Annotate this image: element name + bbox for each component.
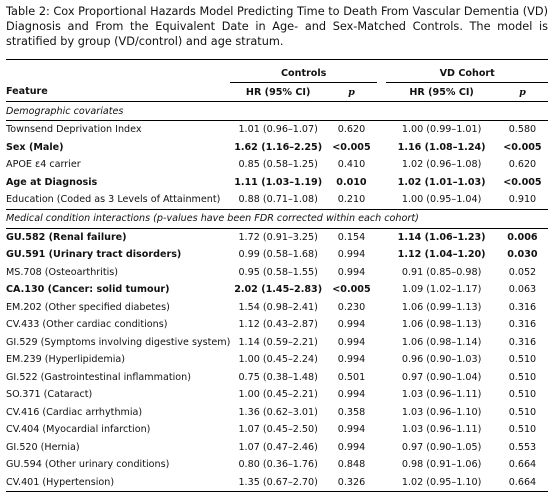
cell-hr-vd: 1.02 (0.96–1.08)	[386, 156, 496, 174]
table-caption: Table 2: Cox Proportional Hazards Model Predicting Time to Death From Vascular Dementia (VD) Diagnosis and From the Equivalent Date in Age- and Sex-Matched Controls. The model is stratified by group (VD/control) and age stratum.	[6, 4, 548, 49]
cell-hr-controls: 1.07 (0.45–2.50)	[230, 421, 325, 439]
cell-hr-controls: 1.12 (0.43–2.87)	[230, 316, 325, 334]
cell-hr-vd: 1.06 (0.98–1.14)	[386, 334, 496, 352]
cell-feature: GU.591 (Urinary tract disorders)	[6, 246, 230, 264]
results-table	[6, 59, 548, 496]
cell-p-vd: 0.316	[497, 316, 548, 334]
cell-p-controls: 0.994	[326, 351, 377, 369]
table-row	[6, 316, 548, 334]
group-vd-header: VD Cohort	[386, 64, 548, 83]
cell-feature: CV.433 (Other cardiac conditions)	[6, 316, 230, 334]
cell-p-controls: 0.230	[326, 299, 377, 317]
cell-hr-controls: 1.14 (0.59–2.21)	[230, 334, 325, 352]
cell-feature: APOE ε4 carrier	[6, 156, 230, 174]
cell-feature: GI.522 (Gastrointestinal inflammation)	[6, 369, 230, 387]
cell-hr-controls: 1.00 (0.45–2.21)	[230, 386, 325, 404]
cell-hr-controls: 2.02 (1.45–2.83)	[230, 281, 325, 299]
cell-feature: GI.529 (Symptoms involving digestive system)	[6, 334, 230, 352]
table-row	[6, 139, 548, 157]
cell-hr-vd: 1.06 (0.99–1.13)	[386, 299, 496, 317]
cell-p-vd: 0.664	[497, 474, 548, 492]
cell-hr-controls: 0.80 (0.36–1.76)	[230, 456, 325, 474]
cell-p-controls: 0.010	[326, 174, 377, 192]
cell-p-controls: 0.994	[326, 264, 377, 282]
table-row	[6, 369, 548, 387]
cell-p-controls: 0.994	[326, 316, 377, 334]
cell-hr-controls: 0.75 (0.38–1.48)	[230, 369, 325, 387]
cell-p-controls: 0.994	[326, 439, 377, 457]
cell-feature: GI.520 (Hernia)	[6, 439, 230, 457]
cell-p-vd: 0.030	[497, 246, 548, 264]
cell-hr-vd: 0.91 (0.85–0.98)	[386, 264, 496, 282]
table-row	[6, 191, 548, 209]
bottom-rule	[6, 492, 548, 496]
cell-hr-controls: 1.11 (1.03–1.19)	[230, 174, 325, 192]
cell-p-controls: 0.358	[326, 404, 377, 422]
cell-p-controls: <0.005	[326, 281, 377, 299]
cell-feature: Sex (Male)	[6, 139, 230, 157]
cell-feature: CA.130 (Cancer: solid tumour)	[6, 281, 230, 299]
table-row	[6, 174, 548, 192]
col-feature-header: Feature	[6, 83, 230, 102]
cell-hr-vd: 1.09 (1.02–1.17)	[386, 281, 496, 299]
cell-p-vd: 0.510	[497, 386, 548, 404]
cell-hr-controls: 0.88 (0.71–1.08)	[230, 191, 325, 209]
cell-hr-controls: 0.99 (0.58–1.68)	[230, 246, 325, 264]
cell-hr-vd: 1.14 (1.06–1.23)	[386, 228, 496, 246]
cell-p-vd: 0.052	[497, 264, 548, 282]
cell-hr-vd: 0.97 (0.90–1.04)	[386, 369, 496, 387]
table-row	[6, 474, 548, 492]
cell-hr-vd: 1.03 (0.96–1.11)	[386, 421, 496, 439]
cell-hr-vd: 1.16 (1.08–1.24)	[386, 139, 496, 157]
cell-hr-controls: 1.07 (0.47–2.46)	[230, 439, 325, 457]
cell-hr-vd: 1.12 (1.04–1.20)	[386, 246, 496, 264]
cell-p-controls: 0.994	[326, 246, 377, 264]
table-row	[6, 264, 548, 282]
section-demographic	[6, 102, 548, 121]
cell-feature: SO.371 (Cataract)	[6, 386, 230, 404]
cell-feature: EM.239 (Hyperlipidemia)	[6, 351, 230, 369]
cell-hr-controls: 1.01 (0.96–1.07)	[230, 121, 325, 139]
section-medical	[6, 209, 548, 228]
cell-p-vd: 0.510	[497, 421, 548, 439]
cell-p-controls: 0.620	[326, 121, 377, 139]
cell-p-controls: 0.994	[326, 386, 377, 404]
cell-feature: GU.594 (Other urinary conditions)	[6, 456, 230, 474]
section-medical-label: Medical condition interactions (p-values have been FDR corrected within each cohort)	[6, 209, 548, 228]
cell-hr-vd: 1.02 (1.01–1.03)	[386, 174, 496, 192]
cell-hr-vd: 1.03 (0.96–1.11)	[386, 386, 496, 404]
cell-p-controls: 0.410	[326, 156, 377, 174]
cell-hr-controls: 1.36 (0.62–3.01)	[230, 404, 325, 422]
cell-p-vd: 0.006	[497, 228, 548, 246]
table-row	[6, 156, 548, 174]
cell-feature: Age at Diagnosis	[6, 174, 230, 192]
table-row	[6, 281, 548, 299]
cell-p-controls: <0.005	[326, 139, 377, 157]
cell-p-vd: 0.510	[497, 351, 548, 369]
table-row	[6, 351, 548, 369]
cell-hr-vd: 1.06 (0.98–1.13)	[386, 316, 496, 334]
cell-hr-controls: 1.62 (1.16–2.25)	[230, 139, 325, 157]
col-hr-controls-header: HR (95% CI)	[230, 83, 325, 102]
cell-feature: EM.202 (Other specified diabetes)	[6, 299, 230, 317]
group-controls-header: Controls	[230, 64, 377, 83]
col-hr-vd-header: HR (95% CI)	[386, 83, 496, 102]
cell-hr-controls: 1.54 (0.98–2.41)	[230, 299, 325, 317]
cell-p-controls: 0.994	[326, 421, 377, 439]
cell-p-vd: 0.910	[497, 191, 548, 209]
table-row	[6, 456, 548, 474]
table-row	[6, 121, 548, 139]
cell-feature: MS.708 (Osteoarthritis)	[6, 264, 230, 282]
group-header-row	[6, 64, 548, 83]
table-row	[6, 228, 548, 246]
cell-hr-controls: 1.72 (0.91–3.25)	[230, 228, 325, 246]
section-demographic-label: Demographic covariates	[6, 102, 548, 121]
cell-p-controls: 0.848	[326, 456, 377, 474]
cell-feature: CV.401 (Hypertension)	[6, 474, 230, 492]
col-p-vd-header: p	[497, 83, 548, 102]
table-row	[6, 404, 548, 422]
cell-p-vd: 0.510	[497, 404, 548, 422]
cell-p-vd: 0.553	[497, 439, 548, 457]
cell-p-vd: <0.005	[497, 139, 548, 157]
cell-p-controls: 0.154	[326, 228, 377, 246]
cell-p-vd: 0.316	[497, 299, 548, 317]
cell-hr-vd: 1.00 (0.99–1.01)	[386, 121, 496, 139]
cell-hr-vd: 0.96 (0.90–1.03)	[386, 351, 496, 369]
cell-hr-controls: 1.35 (0.67–2.70)	[230, 474, 325, 492]
cell-hr-vd: 0.97 (0.90–1.05)	[386, 439, 496, 457]
cell-hr-vd: 1.03 (0.96–1.10)	[386, 404, 496, 422]
cell-feature: GU.582 (Renal failure)	[6, 228, 230, 246]
cell-feature: CV.404 (Myocardial infarction)	[6, 421, 230, 439]
cell-feature: Education (Coded as 3 Levels of Attainment)	[6, 191, 230, 209]
cell-p-vd: 0.620	[497, 156, 548, 174]
cell-p-controls: 0.326	[326, 474, 377, 492]
cell-hr-vd: 0.98 (0.91–1.06)	[386, 456, 496, 474]
col-p-controls-header: p	[326, 83, 377, 102]
cell-p-controls: 0.501	[326, 369, 377, 387]
cell-p-vd: 0.664	[497, 456, 548, 474]
cell-p-vd: 0.580	[497, 121, 548, 139]
cell-hr-vd: 1.00 (0.95–1.04)	[386, 191, 496, 209]
table-row	[6, 439, 548, 457]
cell-feature: Townsend Deprivation Index	[6, 121, 230, 139]
table-row	[6, 334, 548, 352]
cell-hr-controls: 0.95 (0.58–1.55)	[230, 264, 325, 282]
cell-p-controls: 0.994	[326, 334, 377, 352]
column-header-row	[6, 83, 548, 102]
cell-hr-controls: 0.85 (0.58–1.25)	[230, 156, 325, 174]
table-row	[6, 421, 548, 439]
cell-p-vd: 0.510	[497, 369, 548, 387]
table-row	[6, 386, 548, 404]
cell-hr-vd: 1.02 (0.95–1.10)	[386, 474, 496, 492]
cell-p-vd: 0.063	[497, 281, 548, 299]
table-row	[6, 299, 548, 317]
cell-p-vd: 0.316	[497, 334, 548, 352]
cell-p-vd: <0.005	[497, 174, 548, 192]
cell-p-controls: 0.210	[326, 191, 377, 209]
cell-hr-controls: 1.00 (0.45–2.24)	[230, 351, 325, 369]
table-row	[6, 246, 548, 264]
cell-feature: CV.416 (Cardiac arrhythmia)	[6, 404, 230, 422]
